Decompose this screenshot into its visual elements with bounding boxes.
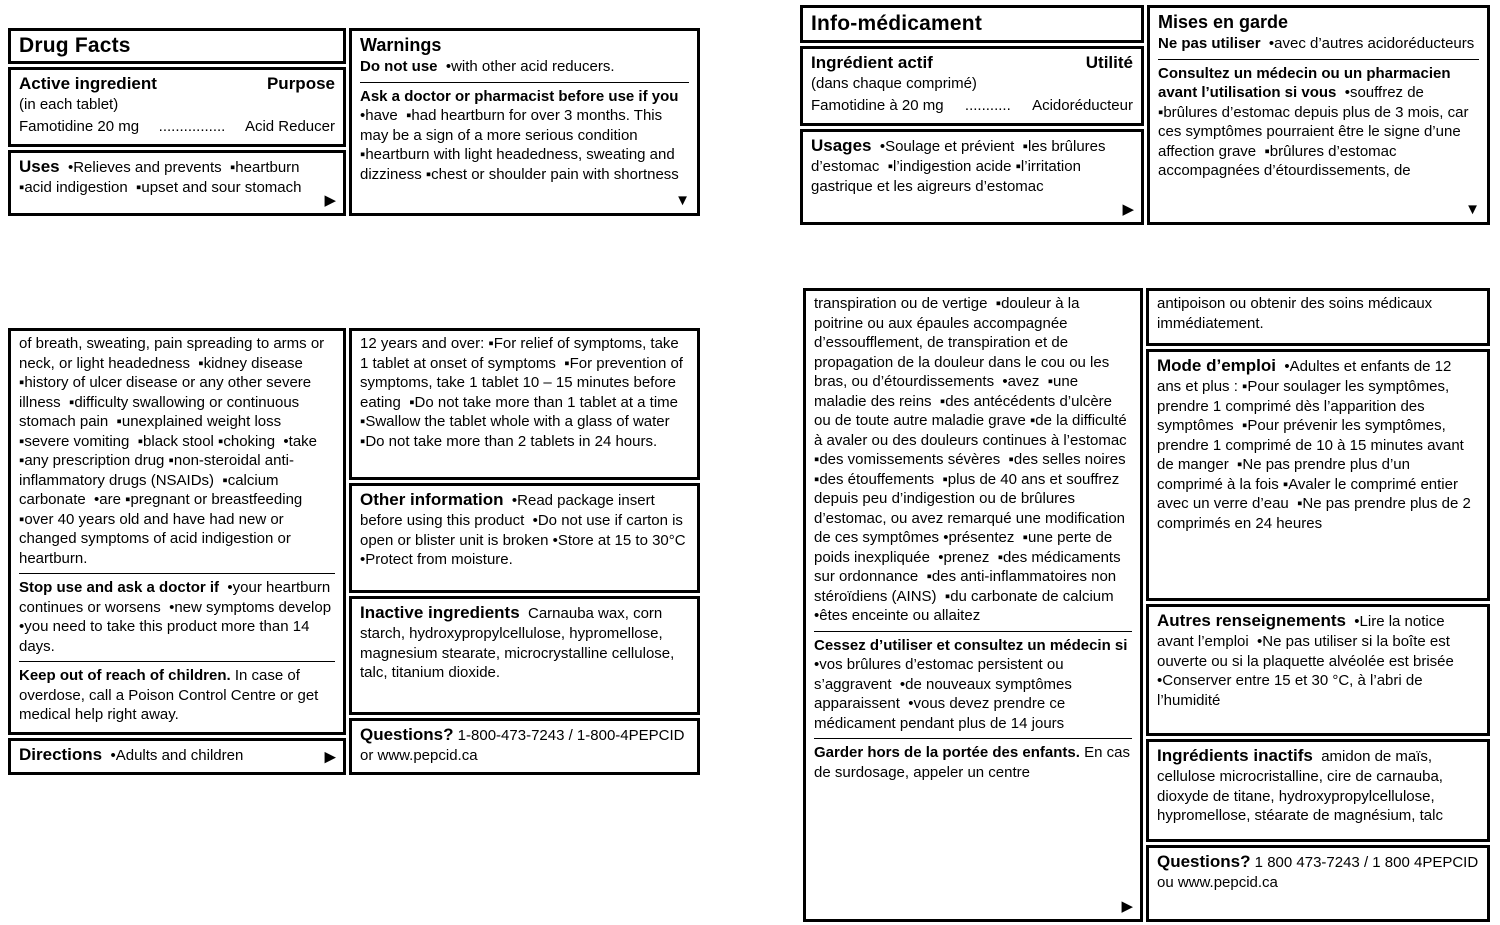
warnings-continued-section bbox=[8, 328, 346, 735]
ingredient-actif-subheading: (dans chaque comprimé) bbox=[811, 75, 977, 93]
directions-continued-body: 12 years and over: ▪For relief of symptoms, take 1 tablet at onset of symptoms ▪For prevention of symptoms, take 1 tablet 10 – 15 minutes before eating ▪Do not take more than 1 tablet at a time ▪Swallow the tablet whole with a glass of water ▪Do not take more than 2 tablets in 24 hours. bbox=[360, 335, 688, 450]
divider bbox=[19, 573, 335, 574]
directions-continued-section bbox=[349, 328, 700, 480]
autres-renseignements-heading: Autres renseignements bbox=[1157, 611, 1346, 630]
inactive-ingredients-heading: Inactive ingredients bbox=[360, 603, 520, 622]
questions-heading: Questions? bbox=[360, 725, 454, 744]
ingredient-name-fr: Famotidine à 20 mg bbox=[811, 96, 944, 114]
utilite-value: Acidoréducteur bbox=[1032, 96, 1133, 114]
do-not-use-heading: Do not use bbox=[360, 58, 438, 76]
usages-paragraph bbox=[811, 135, 1133, 196]
continued-right-icon: ▶ bbox=[1122, 201, 1134, 218]
leader-dots: ................ bbox=[158, 117, 226, 135]
divider bbox=[360, 82, 689, 83]
info-medicament-title: Info-médicament bbox=[811, 11, 983, 35]
uses-body: •Relieves and prevents ▪heartburn ▪acid indigestion ▪upset and sour stomach bbox=[19, 159, 304, 197]
mises-en-garde-title: Mises en garde bbox=[1158, 12, 1289, 32]
cessez-body: •vos brûlures d’estomac persistent ou s’aggravent •de nouveaux symptômes apparaissent •vous devez prendre ce médicament pendant plus de 14 jours bbox=[814, 636, 1136, 732]
mode-demploi-body: •Adultes et enfants de 12 ans et plus : ▪Pour soulager les symptômes, prendre 1 comprimé dès l’apparition des symptômes ▪Pour prévenir les symptômes, prendre 1 comprimé de 10 à 15 minutes avant de manger ▪Ne pas prendre plus d’un comprimé à la fois ▪Avaler le comprimé entier avec un verre d’eau ▪Ne pas prendre plus de 2 comprimés en 24 heures bbox=[1157, 358, 1476, 532]
stop-use-paragraph bbox=[19, 578, 340, 656]
warnings-section bbox=[349, 28, 700, 216]
drug-facts-title: Drug Facts bbox=[19, 33, 131, 57]
mises-en-garde-section bbox=[1147, 5, 1490, 225]
uses-heading: Uses bbox=[19, 157, 60, 176]
divider bbox=[814, 738, 1132, 739]
mode-demploi-heading: Mode d’emploi bbox=[1157, 356, 1276, 375]
warnings-title: Warnings bbox=[360, 35, 442, 55]
continued-down-icon: ▼ bbox=[675, 192, 690, 209]
usages-section bbox=[800, 129, 1144, 225]
ingredients-inactifs-section bbox=[1146, 739, 1490, 842]
divider bbox=[19, 661, 335, 662]
continued-right-icon: ▶ bbox=[1121, 898, 1133, 915]
garder-heading: Garder hors de la portée des enfants. bbox=[814, 744, 1080, 761]
purpose-heading: Purpose bbox=[266, 74, 335, 93]
ask-doctor-heading: Ask a doctor or pharmacist before use if you bbox=[360, 87, 679, 105]
drug-facts-panel bbox=[8, 28, 700, 216]
continued-right-icon: ▶ bbox=[324, 748, 336, 765]
garder-continued-section bbox=[1146, 288, 1490, 346]
other-information-heading: Other information bbox=[360, 490, 504, 509]
cessez-paragraph bbox=[814, 636, 1136, 734]
mode-demploi-paragraph bbox=[1157, 355, 1479, 533]
info-medicament-title-cell bbox=[800, 5, 1144, 43]
do-not-use-body: •with other acid reducers. bbox=[437, 58, 615, 76]
other-information-body: •Read package insert before using this product •Do not use if carton is open or blister unit is broken •Store at 15 to 30°C •Protect from moisture. bbox=[360, 492, 694, 569]
cessez-heading: Cessez d’utiliser et consultez un médecin si bbox=[814, 636, 1128, 654]
info-medicament-continued-panel bbox=[803, 288, 1490, 922]
active-ingredient-heading: Active ingredient bbox=[19, 74, 157, 93]
keep-out-body: In case of overdose, call a Poison Control Centre or get medical help right away. bbox=[19, 667, 323, 723]
questions-fr-paragraph bbox=[1157, 851, 1483, 893]
uses-section bbox=[8, 150, 346, 216]
consultez-paragraph bbox=[1158, 64, 1479, 181]
divider bbox=[814, 631, 1132, 632]
consultez-body: •souffrez de ▪brûlures d’estomac depuis plus de 3 mois, car ces symptômes pourraient être le signe d’une affection grave ▪brûlures d’estomac accompagnées d’étourdissements, de bbox=[1158, 84, 1473, 180]
questions-section bbox=[349, 718, 700, 775]
mises-en-garde-continued-section bbox=[803, 288, 1143, 922]
ask-doctor-body: •have ▪had heartburn for over 3 months. This may be a sign of a more serious condition ▪heartburn with light headedness, sweating and dizziness ▪chest or shoulder pain with shortness bbox=[360, 87, 687, 183]
autres-renseignements-body: •Lire la notice avant l’emploi •Ne pas utiliser si la boîte est ouverte ou si la plaquette alvéolée est brisée •Conserver entre 15 et 30 °C, à l’abri de l’humidité bbox=[1157, 613, 1463, 709]
usages-body: •Soulage et prévient ▪les brûlures d’estomac ▪l’indigestion acide ▪l’irritation gastrique et les aigreurs d’estomac bbox=[811, 138, 1110, 195]
inactive-ingredients-section bbox=[349, 596, 700, 715]
drug-facts-continued-panel bbox=[8, 328, 700, 775]
garder-paragraph bbox=[814, 743, 1135, 782]
mises-en-garde-continued-body: transpiration ou de vertige ▪douleur à la poitrine ou aux épaules accompagnée d’essoufflement, de transpiration et de propagation de la douleur dans le cou ou les bras, ou d’étourdissements •avez ▪une maladie des reins ▪des antécédents d’ulcère ou de toute autre maladie grave ▪de la difficulté à avaler ou des douleurs continues à l’estomac ▪des vomissements sévères ▪des selles noires ▪des étouffements ▪plus de 40 ans et souffrez depuis peu d’indigestion ou de brûlures d’estomac, ou avez remarqué une modification de ces symptômes •présentez ▪une perte de poids inexpliquée •prenez ▪des médicaments sur ordonnance ▪des anti-inflammatoires non stéroïdiens (AINS) ▪du carbonate de calcium •êtes enceinte ou allaitez bbox=[814, 295, 1136, 624]
ingredient-actif-section bbox=[800, 46, 1144, 126]
ne-pas-utiliser-heading: Ne pas utiliser bbox=[1158, 35, 1261, 53]
leader-dots-fr: ........... bbox=[964, 96, 1011, 114]
ingredient-actif-heading: Ingrédient actif bbox=[811, 53, 933, 72]
usages-heading: Usages bbox=[811, 136, 872, 155]
stop-use-body: •your heartburn continues or worsens •new symptoms develop •you need to take this product more than 14 days. bbox=[19, 579, 340, 655]
autres-renseignements-paragraph bbox=[1157, 610, 1479, 710]
ne-pas-utiliser-paragraph bbox=[1158, 34, 1479, 54]
mode-demploi-section bbox=[1146, 349, 1490, 601]
uses-paragraph bbox=[19, 156, 335, 198]
info-medicament-panel bbox=[800, 5, 1490, 225]
ingredient-name: Famotidine 20 mg bbox=[19, 117, 140, 135]
questions-fr-body: 1 800 473-7243 / 1 800 4PEPCID ou www.pepcid.ca bbox=[1157, 854, 1483, 892]
active-ingredient-section bbox=[8, 67, 346, 147]
continued-right-icon: ▶ bbox=[324, 192, 336, 209]
inactive-ingredients-paragraph bbox=[360, 602, 689, 683]
consultez-heading: Consultez un médecin ou un pharmacien avant l’utilisation si vous bbox=[1158, 64, 1455, 102]
inactive-ingredients-body: Carnauba wax, corn starch, hydroxypropylcellulose, hypromellose, magnesium stearate, microcrystalline cellulose, talc, titanium dioxide. bbox=[360, 605, 679, 682]
directions-section bbox=[8, 738, 346, 775]
garder-continued-body: antipoison ou obtenir des soins médicaux immédiatement. bbox=[1157, 295, 1437, 332]
questions-paragraph bbox=[360, 724, 689, 766]
keep-out-heading: Keep out of reach of children. bbox=[19, 667, 231, 684]
stop-use-heading: Stop use and ask a doctor if bbox=[19, 579, 220, 596]
questions-fr-heading: Questions? bbox=[1157, 852, 1251, 871]
other-information-section bbox=[349, 483, 700, 593]
questions-fr-section bbox=[1146, 845, 1490, 922]
purpose-value: Acid Reducer bbox=[244, 117, 335, 135]
autres-renseignements-section bbox=[1146, 604, 1490, 736]
ne-pas-utiliser-body: •avec d’autres acidoréducteurs bbox=[1260, 35, 1475, 53]
drug-facts-title-cell bbox=[8, 28, 346, 64]
divider bbox=[1158, 59, 1479, 60]
active-ingredient-subheading: (in each tablet) bbox=[19, 96, 119, 114]
keep-out-paragraph bbox=[19, 666, 335, 725]
utilite-heading: Utilité bbox=[1085, 53, 1133, 72]
directions-paragraph bbox=[19, 744, 335, 766]
ingredients-inactifs-body: amidon de maïs, cellulose microcristalline, cire de carnauba, dioxyde de titane, hydroxypropylcellulose, hypromellose, stéarate de magnésium, talc bbox=[1157, 748, 1448, 825]
continued-down-icon: ▼ bbox=[1465, 201, 1480, 218]
ingredients-inactifs-paragraph bbox=[1157, 745, 1479, 826]
do-not-use-paragraph bbox=[360, 57, 689, 77]
directions-body: •Adults and children bbox=[102, 747, 244, 764]
questions-body: 1-800-473-7243 / 1-800-4PEPCID or www.pepcid.ca bbox=[360, 727, 689, 765]
warnings-continued-body: of breath, sweating, pain spreading to arms or neck, or light headedness ▪kidney disease ▪history of ulcer disease or any other severe illness ▪difficulty swallowing or continuous stomach pain ▪unexplained weight loss ▪severe vomiting ▪black stool ▪choking •take ▪any prescription drug ▪non-steroidal anti-inflammatory drugs (NSAIDs) ▪calcium carbonate •are ▪pregnant or breastfeeding ▪over 40 years old and have had new or changed symptoms of acid indigestion or heartburn. bbox=[19, 335, 329, 567]
ask-doctor-paragraph bbox=[360, 87, 689, 185]
ingredients-inactifs-heading: Ingrédients inactifs bbox=[1157, 746, 1313, 765]
other-information-paragraph bbox=[360, 489, 694, 570]
directions-heading: Directions bbox=[19, 745, 103, 764]
garder-body: En cas de surdosage, appeler un centre bbox=[814, 744, 1135, 781]
